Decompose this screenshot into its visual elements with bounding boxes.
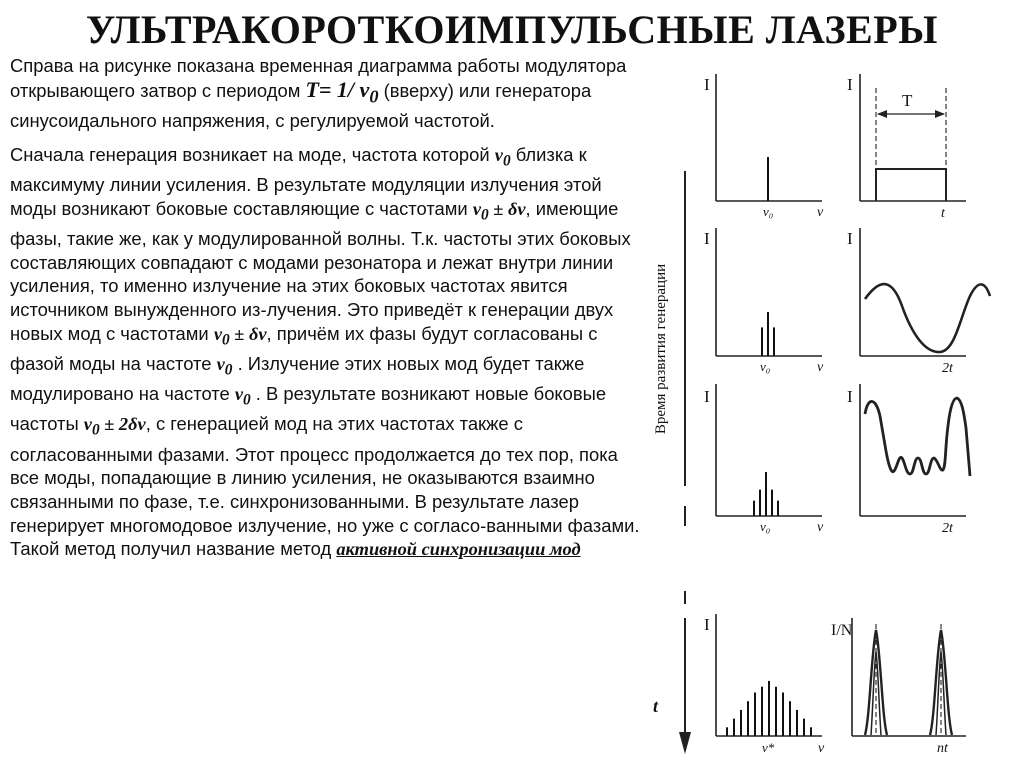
step3-spectrum-bars — [754, 472, 778, 516]
step1-gate-pulse — [876, 169, 946, 201]
step3-spectrum-nu0-label: ν₀ — [760, 519, 771, 534]
step2-time-axes — [860, 228, 966, 356]
nu0-symbol: $\nu_0$ — [494, 145, 511, 170]
step2-spectrum-I-label: I — [704, 229, 710, 248]
paragraph-1: Справа на рисунке показана временная диаграмма работы модулятора открывающего затвор с периодом T= 1/ $\nu_0$ (вверху) или генератора синусоидального напряжения, с регулируемой частотой. — [10, 55, 627, 131]
step2-spectrum-nu-label: ν — [817, 360, 824, 375]
step3-spectrum-nu-label: ν — [817, 520, 824, 535]
paragraph-2: Сначала генерация возникает на моде, частота которой $\nu_0$ близка к максимуму линии усиления. В результате модуляции излучения этой моды возникают боковые составляющие с частотами $\nu_0 \pm \delta\nu$, имеющие фазы, такие же, как у модулированной волны. Т.к. частоты этих боковых составляющих совпадают с модами резонатора и лежат внутри линии усиления, то именно излучение на этих боковых частотах явится источником вынужденного из-лучения. Это приведёт к генерации двух новых мод с частотами $\nu_0 \pm \delta\nu$, причём их фазы будут согласованы с фазой моды на частоте $\nu_0$ . Излучение этих новых мод будет также модулировано на частоте $\nu_0$ . В результате возникают новые боковые частоты $\nu_0 \pm 2\delta\nu$, с генерацией мод на этих частотах также с согласованными фазами. Этот процесс продолжается до тех пор, пока все моды, попадающие в линию усиления, не оказываются взаимно связанными по фазе, т.е. синхронизованными. В результате лазер генерирует многомодовое излучение, но уже с согласо-ванными фазами. Такой метод получил название метод активной синхронизации мод — [10, 144, 640, 560]
step4-spectrum-nu-label: ν — [818, 741, 825, 756]
step2-time-I-label: I — [847, 229, 853, 248]
time-arrow — [679, 171, 691, 754]
period-formula: T= 1/ $\nu_0$ — [305, 76, 379, 106]
step1-spectrum-I-label: I — [704, 75, 710, 94]
nu0-symbol: $\nu_0$ — [216, 353, 233, 379]
step4-time-IN-label: I/N — [831, 622, 853, 639]
step4-time-nt-label: nt — [937, 741, 948, 756]
step3-pulse-train — [865, 398, 970, 476]
nu0-pm-2dnu: $\nu_0 \pm 2\delta\nu$ — [83, 414, 146, 440]
step4-spectrum-I-label: I — [704, 615, 710, 634]
step1-spectrum-nu-label: ν — [817, 205, 824, 220]
generation-time-label: Время развития генерации — [653, 263, 669, 435]
step3-time-2t-label: 2t — [942, 521, 953, 536]
step2-spectrum-nu0-label: ν₀ — [760, 359, 771, 374]
nu0-pm-dnu: $\nu_0 \pm \delta\nu$ — [472, 199, 526, 224]
mode-locking-diagram — [640, 56, 1024, 761]
step4-spectrum-nustar-label: ν* — [762, 740, 775, 755]
step2-spectrum-bars — [762, 312, 774, 356]
nu0-pm-dnu: $\nu_0 \pm \delta\nu$ — [213, 323, 267, 349]
slide-title: УЛЬТРАКОРОТКОИМПУЛЬСНЫЕ ЛАЗЕРЫ — [86, 7, 938, 52]
step4-spectrum-bars — [727, 681, 811, 736]
step3-time-I-label: I — [847, 387, 853, 406]
time-arrow-label: t — [653, 696, 659, 716]
body-text — [10, 54, 640, 562]
nu0-symbol: $\nu_0$ — [234, 384, 251, 409]
step2-time-2t-label: 2t — [942, 361, 953, 376]
step1-time-t-label: t — [941, 206, 945, 221]
step3-spectrum-I-label: I — [704, 387, 710, 406]
step1-time-I-label: I — [847, 75, 853, 94]
step1-spectrum-nu0-label: ν₀ — [763, 204, 774, 219]
active-mode-locking-link[interactable]: активной синхронизации мод — [336, 539, 581, 560]
step3-spectrum-axes — [716, 384, 822, 516]
step2-sinusoid — [865, 284, 990, 352]
step4-pulses — [865, 624, 952, 736]
step1-period-label: T — [902, 91, 913, 110]
